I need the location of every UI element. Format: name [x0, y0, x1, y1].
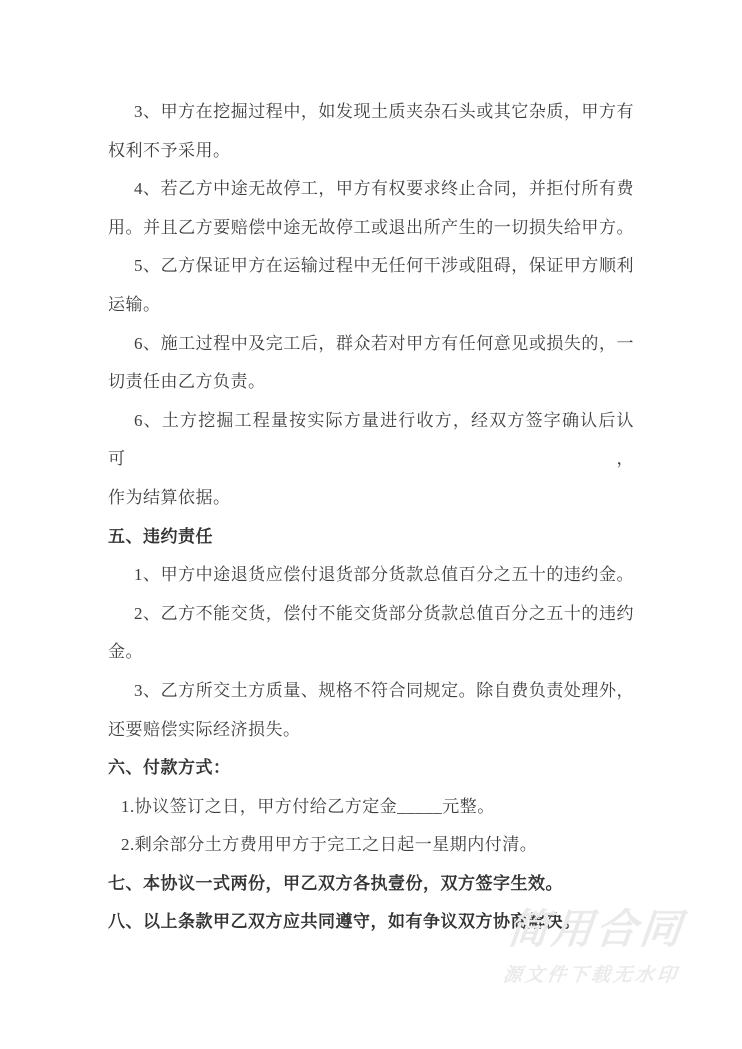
clause-3-line-2: 权利不予采用。: [108, 140, 231, 160]
clause-6-line-1: 6、施工过程中及完工后，群众若对甲方有任何意见或损失的，一: [134, 333, 634, 353]
section-heading-payment: 六、付款方式：: [108, 758, 231, 778]
closing-clause-dispute: 八、以上条款甲乙双方应共同遵守，如有争议双方协商解决。: [108, 912, 581, 932]
closing-clause-copies: 七、本协议一式两份，甲乙双方各执壹份，双方签字生效。: [108, 873, 563, 893]
payment-item-1: 1.协议签订之日，甲方付给乙方定金_____元整。: [121, 796, 495, 816]
section-heading-breach: 五、违约责任: [108, 526, 213, 546]
clause-5-line-2: 运输。: [108, 294, 161, 314]
breach-item-1: 1、甲方中途退货应偿付退货部分货款总值百分之五十的违约金。: [134, 565, 634, 585]
clause-6b-line-1: 6、土方挖掘工程量按实际方量进行收方，经双方签字确认后认可，: [108, 410, 634, 469]
clause-6b-line-2: 作为结算依据。: [108, 487, 231, 507]
clause-4-line-1: 4、若乙方中途无故停工，甲方有权要求终止合同，并拒付所有费: [134, 179, 634, 199]
watermark: [502, 906, 721, 987]
watermark-brand-text: 简用合同: [505, 905, 687, 953]
breach-item-2-line-2: 金。: [108, 642, 143, 662]
contract-body: [108, 93, 634, 942]
watermark-tagline-text: 源文件下载无水印: [501, 964, 681, 987]
breach-item-3-line-1: 3、乙方所交土方质量、规格不符合同规定。除自费负责处理外，: [134, 680, 634, 700]
clause-6-line-2: 切责任由乙方负责。: [108, 372, 266, 392]
payment-item-2: 2.剩余部分土方费用甲方于完工之日起一星期内付清。: [121, 835, 538, 855]
clause-3-line-1: 3、甲方在挖掘过程中，如发现土质夹杂石头或其它杂质，甲方有: [134, 102, 634, 121]
breach-item-2-line-1: 2、乙方不能交货，偿付不能交货部分货款总值百分之五十的违约: [134, 603, 634, 623]
clause-5-line-1: 5、乙方保证甲方在运输过程中无任何干涉或阻碍，保证甲方顺利: [134, 256, 634, 276]
clause-4-line-2: 用。并且乙方要赔偿中途无故停工或退出所产生的一切损失给甲方。: [108, 217, 634, 237]
breach-item-3-line-2: 还要赔偿实际经济损失。: [108, 719, 301, 739]
